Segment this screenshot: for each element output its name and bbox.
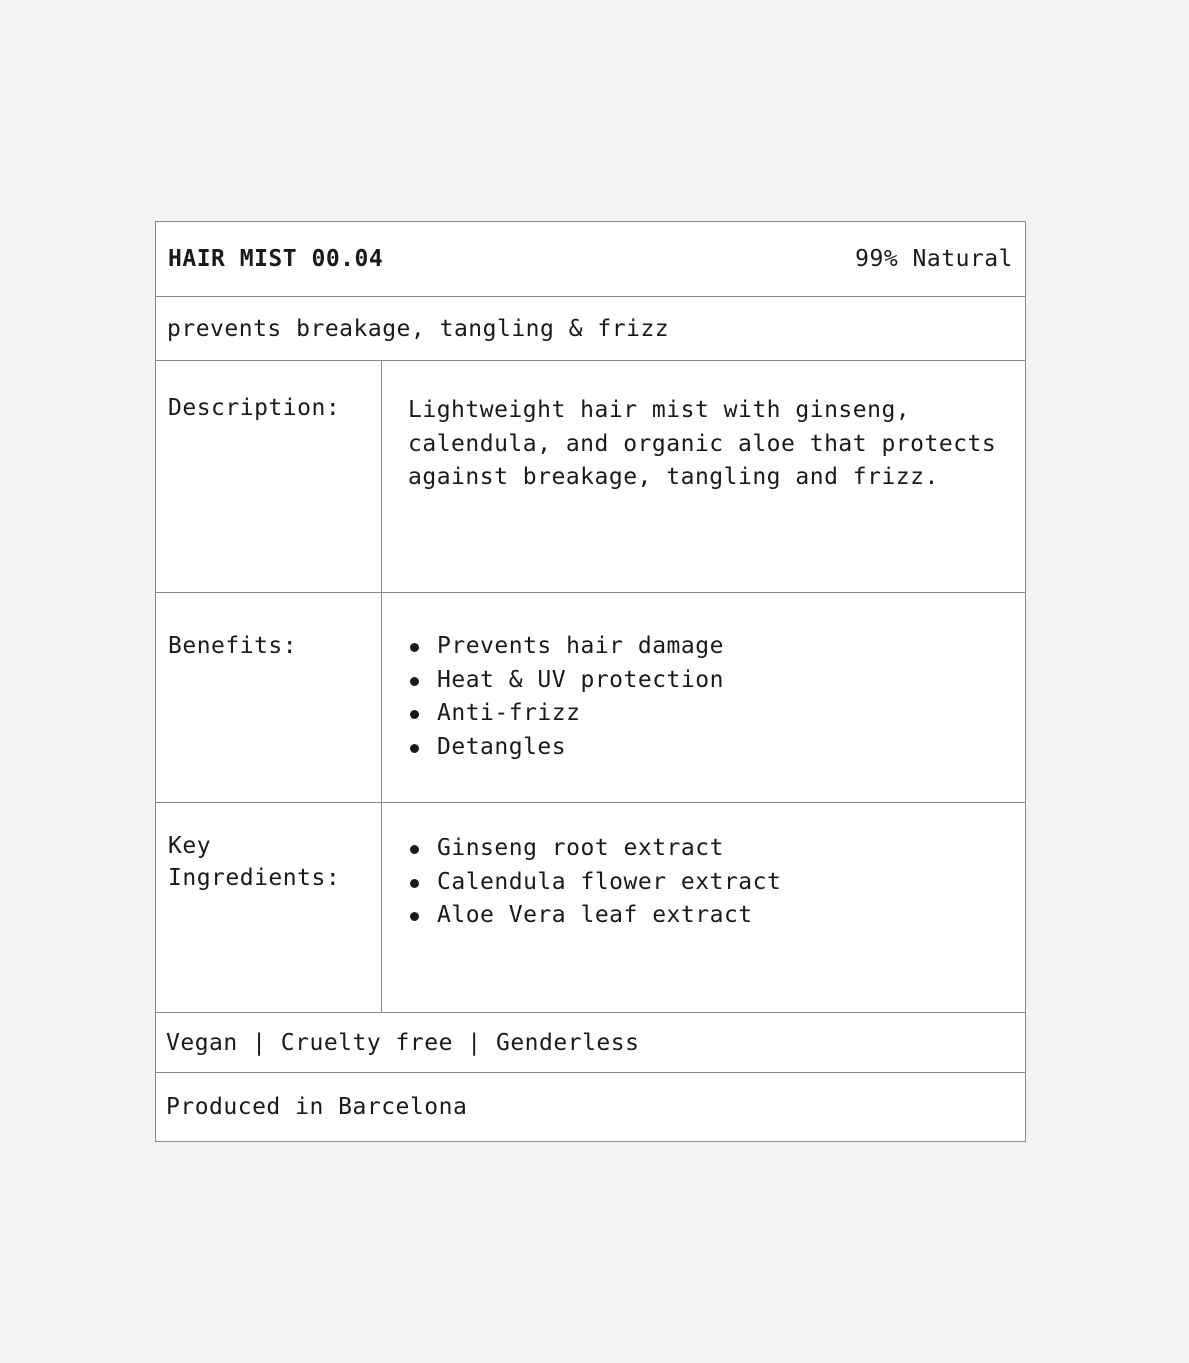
ingredients-list <box>408 832 999 933</box>
benefits-label: Benefits: <box>156 593 382 802</box>
description-row <box>156 361 1025 593</box>
description-label: Description: <box>156 361 382 592</box>
benefit-item: Heat & UV protection <box>408 664 999 698</box>
natural-percentage: 99% Natural <box>855 246 1013 272</box>
ingredient-item: Ginseng root extract <box>408 832 999 866</box>
ingredient-item: Aloe Vera leaf extract <box>408 899 999 933</box>
benefit-item: Detangles <box>408 731 999 765</box>
description-text: Lightweight hair mist with ginseng, calendula, and organic aloe that protects against breakage, tangling and frizz. <box>408 397 997 490</box>
benefit-item: Prevents hair damage <box>408 630 999 664</box>
product-name: HAIR MIST 00.04 <box>168 246 384 272</box>
benefits-list-container <box>382 593 1025 802</box>
label-header <box>156 222 1025 297</box>
benefits-row <box>156 593 1025 803</box>
benefits-list <box>408 630 999 764</box>
product-claims: Vegan | Cruelty free | Genderless <box>156 1013 1025 1073</box>
ingredients-label: Key Ingredients: <box>156 803 382 1012</box>
ingredient-item: Calendula flower extract <box>408 866 999 900</box>
ingredients-list-container <box>382 803 1025 1012</box>
production-origin: Produced in Barcelona <box>166 1094 468 1120</box>
ingredients-row <box>156 803 1025 1013</box>
benefit-item: Anti-frizz <box>408 697 999 731</box>
product-tagline: prevents breakage, tangling & frizz <box>156 297 1025 361</box>
product-label-card <box>155 221 1026 1142</box>
